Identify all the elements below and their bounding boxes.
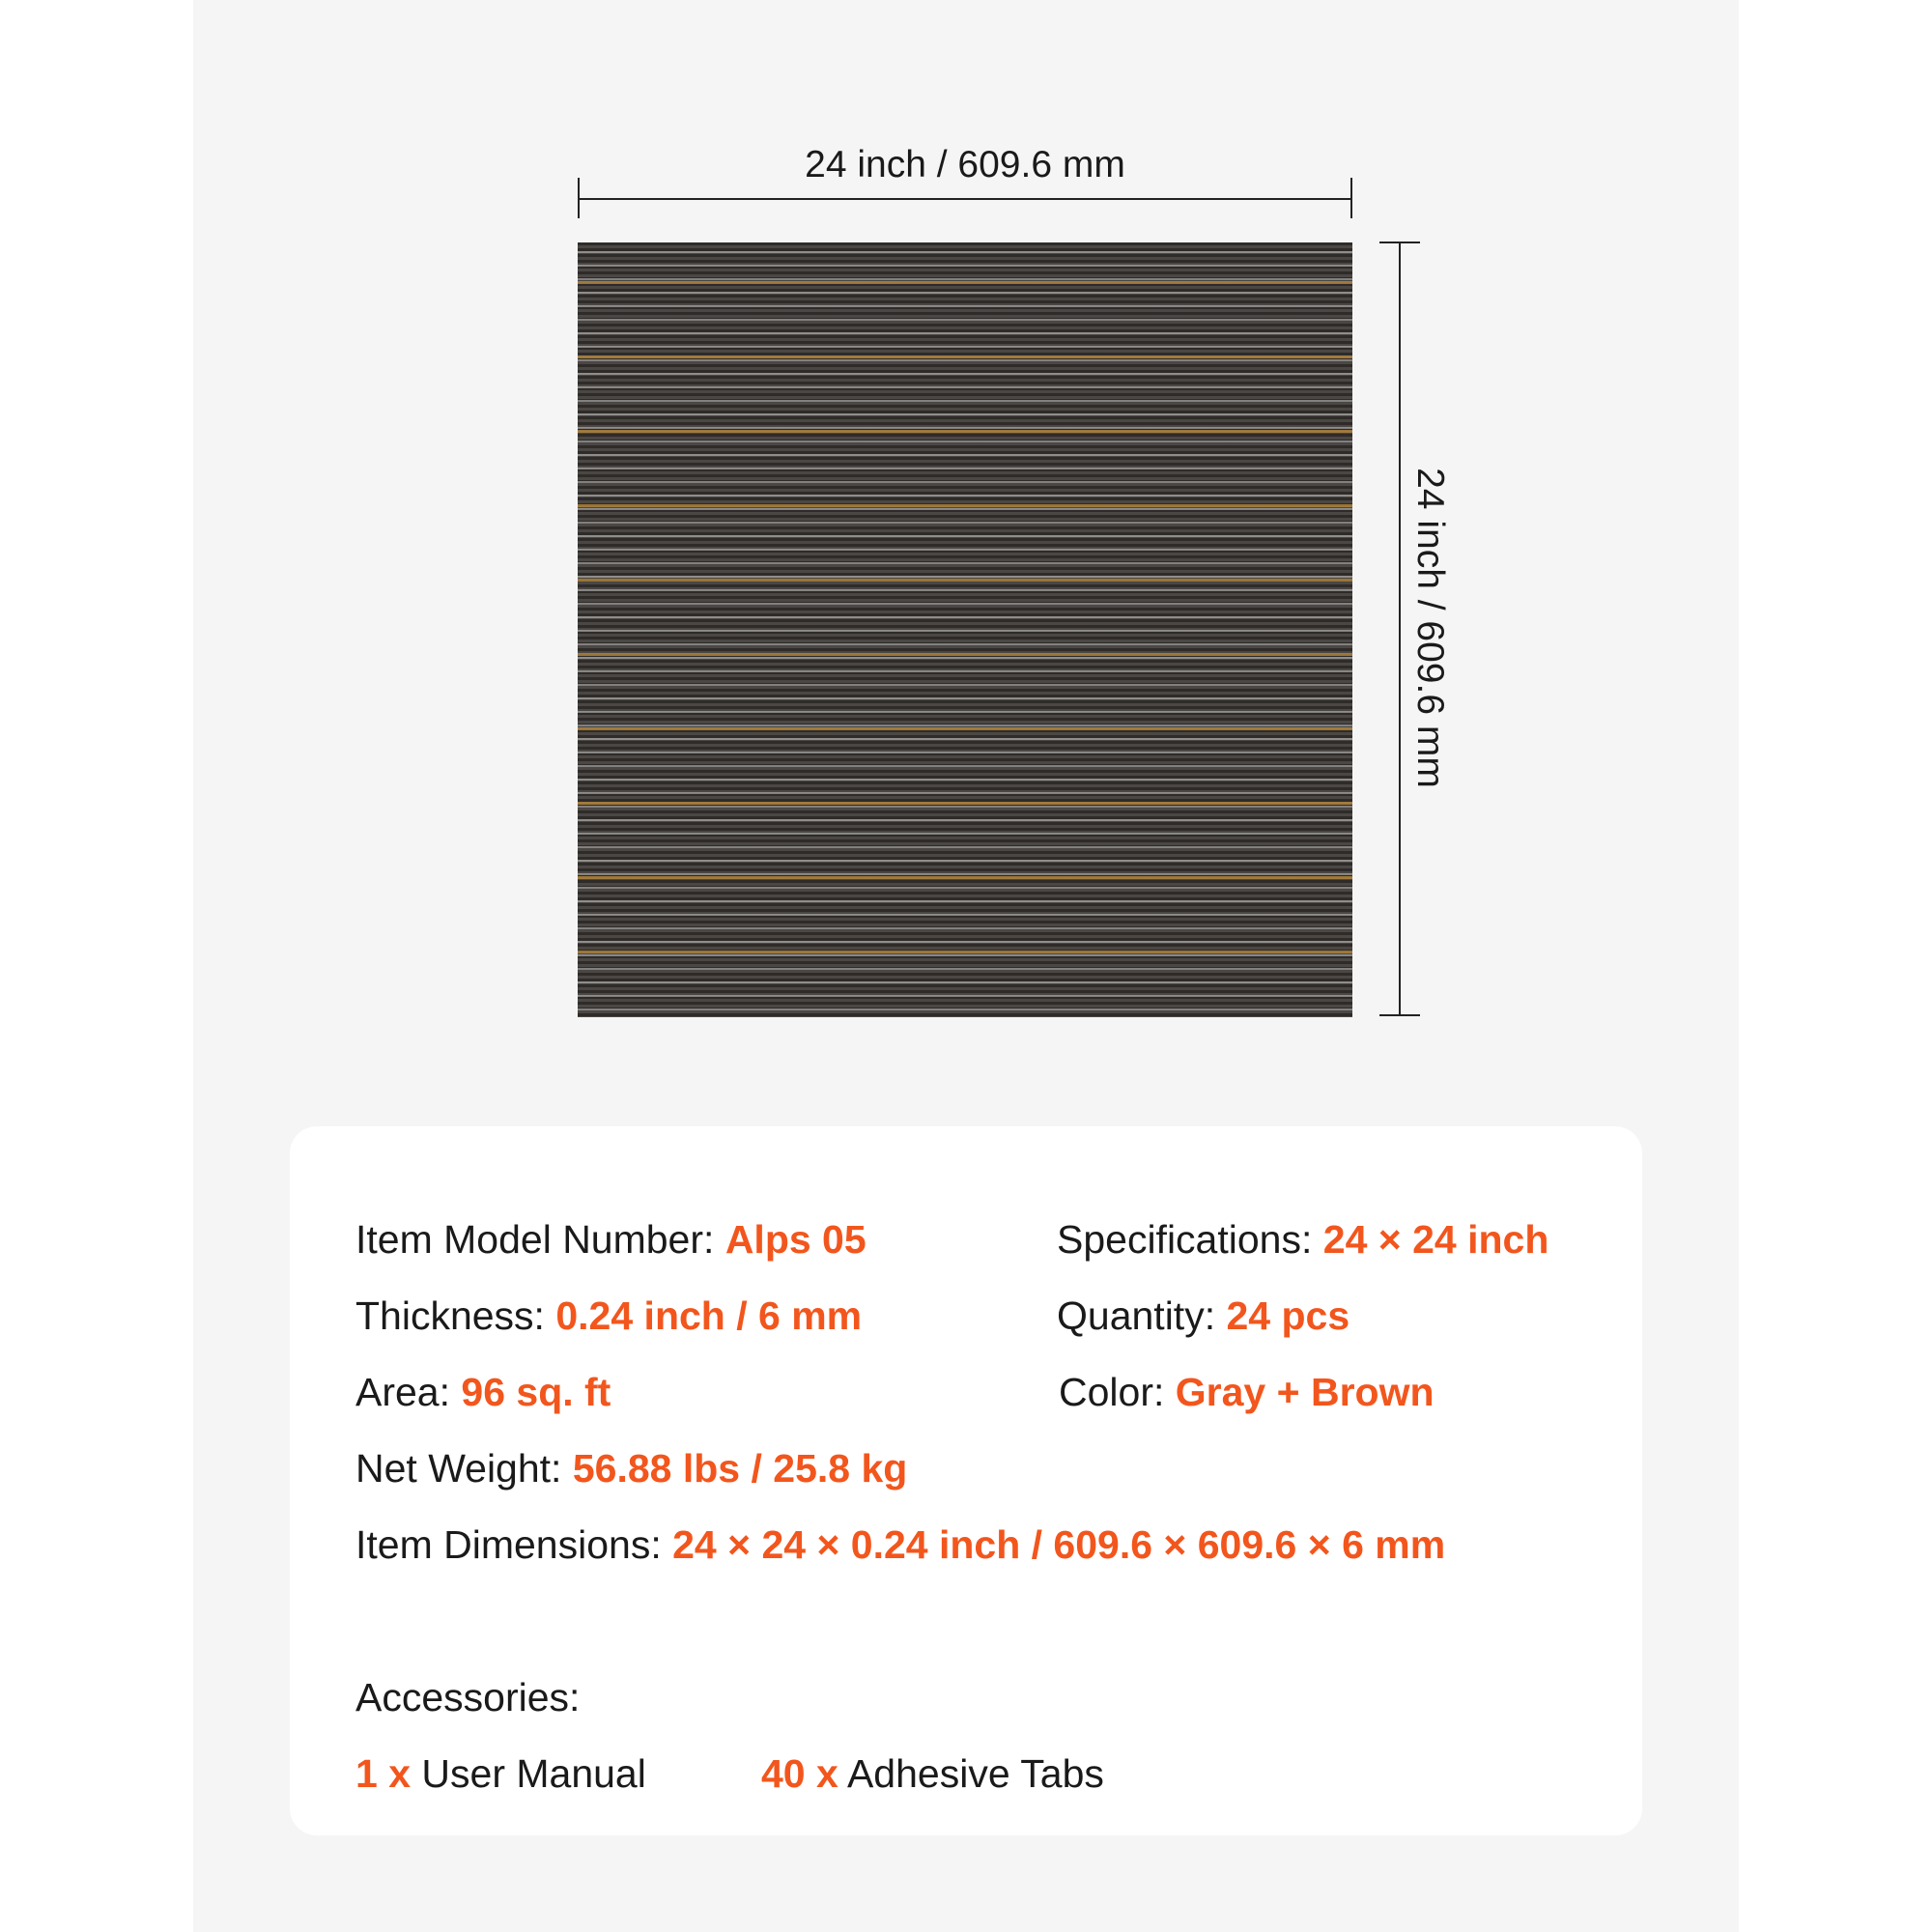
spec-thickness-value: 0.24 inch / 6 mm xyxy=(555,1293,863,1338)
accessory-item xyxy=(761,1749,1104,1798)
spec-quantity-label: Quantity: xyxy=(1057,1293,1216,1338)
spec-area-value: 96 sq. ft xyxy=(461,1370,611,1414)
spec-net-weight xyxy=(355,1444,907,1492)
accessory-name: User Manual xyxy=(421,1751,646,1796)
spec-card xyxy=(290,1126,1642,1835)
spec-item-dimensions-label: Item Dimensions: xyxy=(355,1522,662,1567)
spec-model-label: Item Model Number: xyxy=(355,1217,715,1262)
accessory-count: 1 x xyxy=(355,1751,411,1796)
spec-specifications xyxy=(1057,1215,1548,1264)
spec-quantity-value: 24 pcs xyxy=(1226,1293,1350,1338)
accessory-item xyxy=(355,1749,646,1798)
spec-item-dimensions-value: 24 × 24 × 0.24 inch / 609.6 × 609.6 × 6 mm xyxy=(672,1522,1446,1567)
width-dimension-line xyxy=(578,178,1352,218)
accessories-heading: Accessories: xyxy=(355,1675,581,1719)
spec-net-weight-value: 56.88 lbs / 25.8 kg xyxy=(572,1446,908,1491)
spec-thickness-label: Thickness: xyxy=(355,1293,545,1338)
spec-specifications-label: Specifications: xyxy=(1057,1217,1313,1262)
spec-color-value: Gray + Brown xyxy=(1175,1370,1435,1414)
width-dimension-label: 24 inch / 609.6 mm xyxy=(805,144,1125,185)
spec-model xyxy=(355,1215,867,1264)
spec-color xyxy=(1059,1368,1435,1416)
spec-thickness xyxy=(355,1292,862,1340)
spec-quantity xyxy=(1057,1292,1350,1340)
spec-area-label: Area: xyxy=(355,1370,450,1414)
accessory-name: Adhesive Tabs xyxy=(846,1751,1104,1796)
spec-area xyxy=(355,1368,611,1416)
spec-color-label: Color: xyxy=(1059,1370,1165,1414)
spec-item-dimensions xyxy=(355,1520,1445,1569)
spec-model-value: Alps 05 xyxy=(724,1217,867,1262)
carpet-tile-image xyxy=(578,242,1352,1017)
height-dimension-label: 24 inch / 609.6 mm xyxy=(1409,468,1451,788)
spec-specifications-value: 24 × 24 inch xyxy=(1322,1217,1549,1262)
accessory-count: 40 x xyxy=(761,1751,838,1796)
spec-net-weight-label: Net Weight: xyxy=(355,1446,562,1491)
